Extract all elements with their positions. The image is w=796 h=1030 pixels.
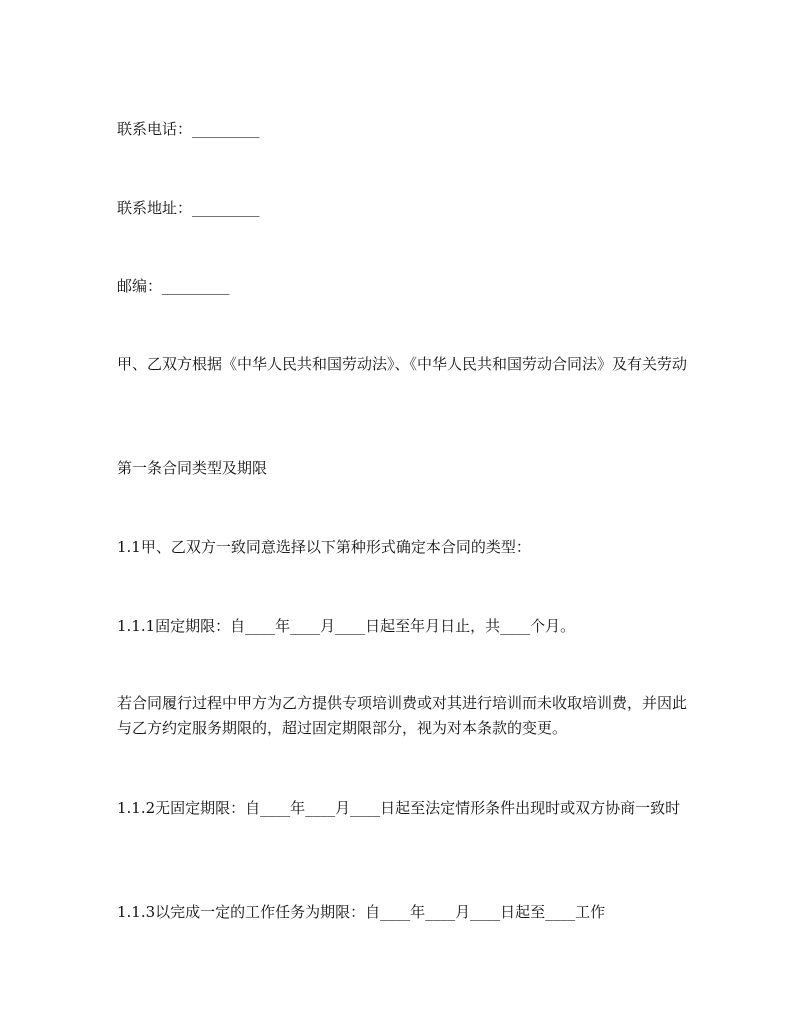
article-one-heading: 第一条合同类型及期限 xyxy=(117,459,268,477)
contact-address-line: 联系地址：_________ xyxy=(117,199,260,217)
clause-1-1-3: 1.1.3以完成一定的工作任务为期限：自____年____月____日起至____工作 xyxy=(117,903,606,921)
clause-1-1-1: 1.1.1固定期限：自____年____月____日起至年月日止，共____个月。 xyxy=(117,617,576,635)
postal-code-line: 邮编：_________ xyxy=(117,277,230,295)
contact-phone-line: 联系电话：_________ xyxy=(117,120,260,138)
clause-1-1-2: 1.1.2无固定期限：自____年____月____日起至法定情形条件出现时或双方协商一致时 xyxy=(117,799,681,817)
legal-basis-paragraph: 甲、乙双方根据《中华人民共和国劳动法》、《中华人民共和国劳动合同法》及有关劳动 xyxy=(117,355,688,373)
clause-1-1: 1.1甲、乙双方一致同意选择以下第种形式确定本合同的类型： xyxy=(117,538,531,556)
training-service-paragraph: 若合同履行过程中甲方为乙方提供专项培训费或对其进行培训而未收取培训费，并因此与乙方约定服务期限的，超过固定期限部分，视为对本条款的变更。 xyxy=(117,694,688,737)
